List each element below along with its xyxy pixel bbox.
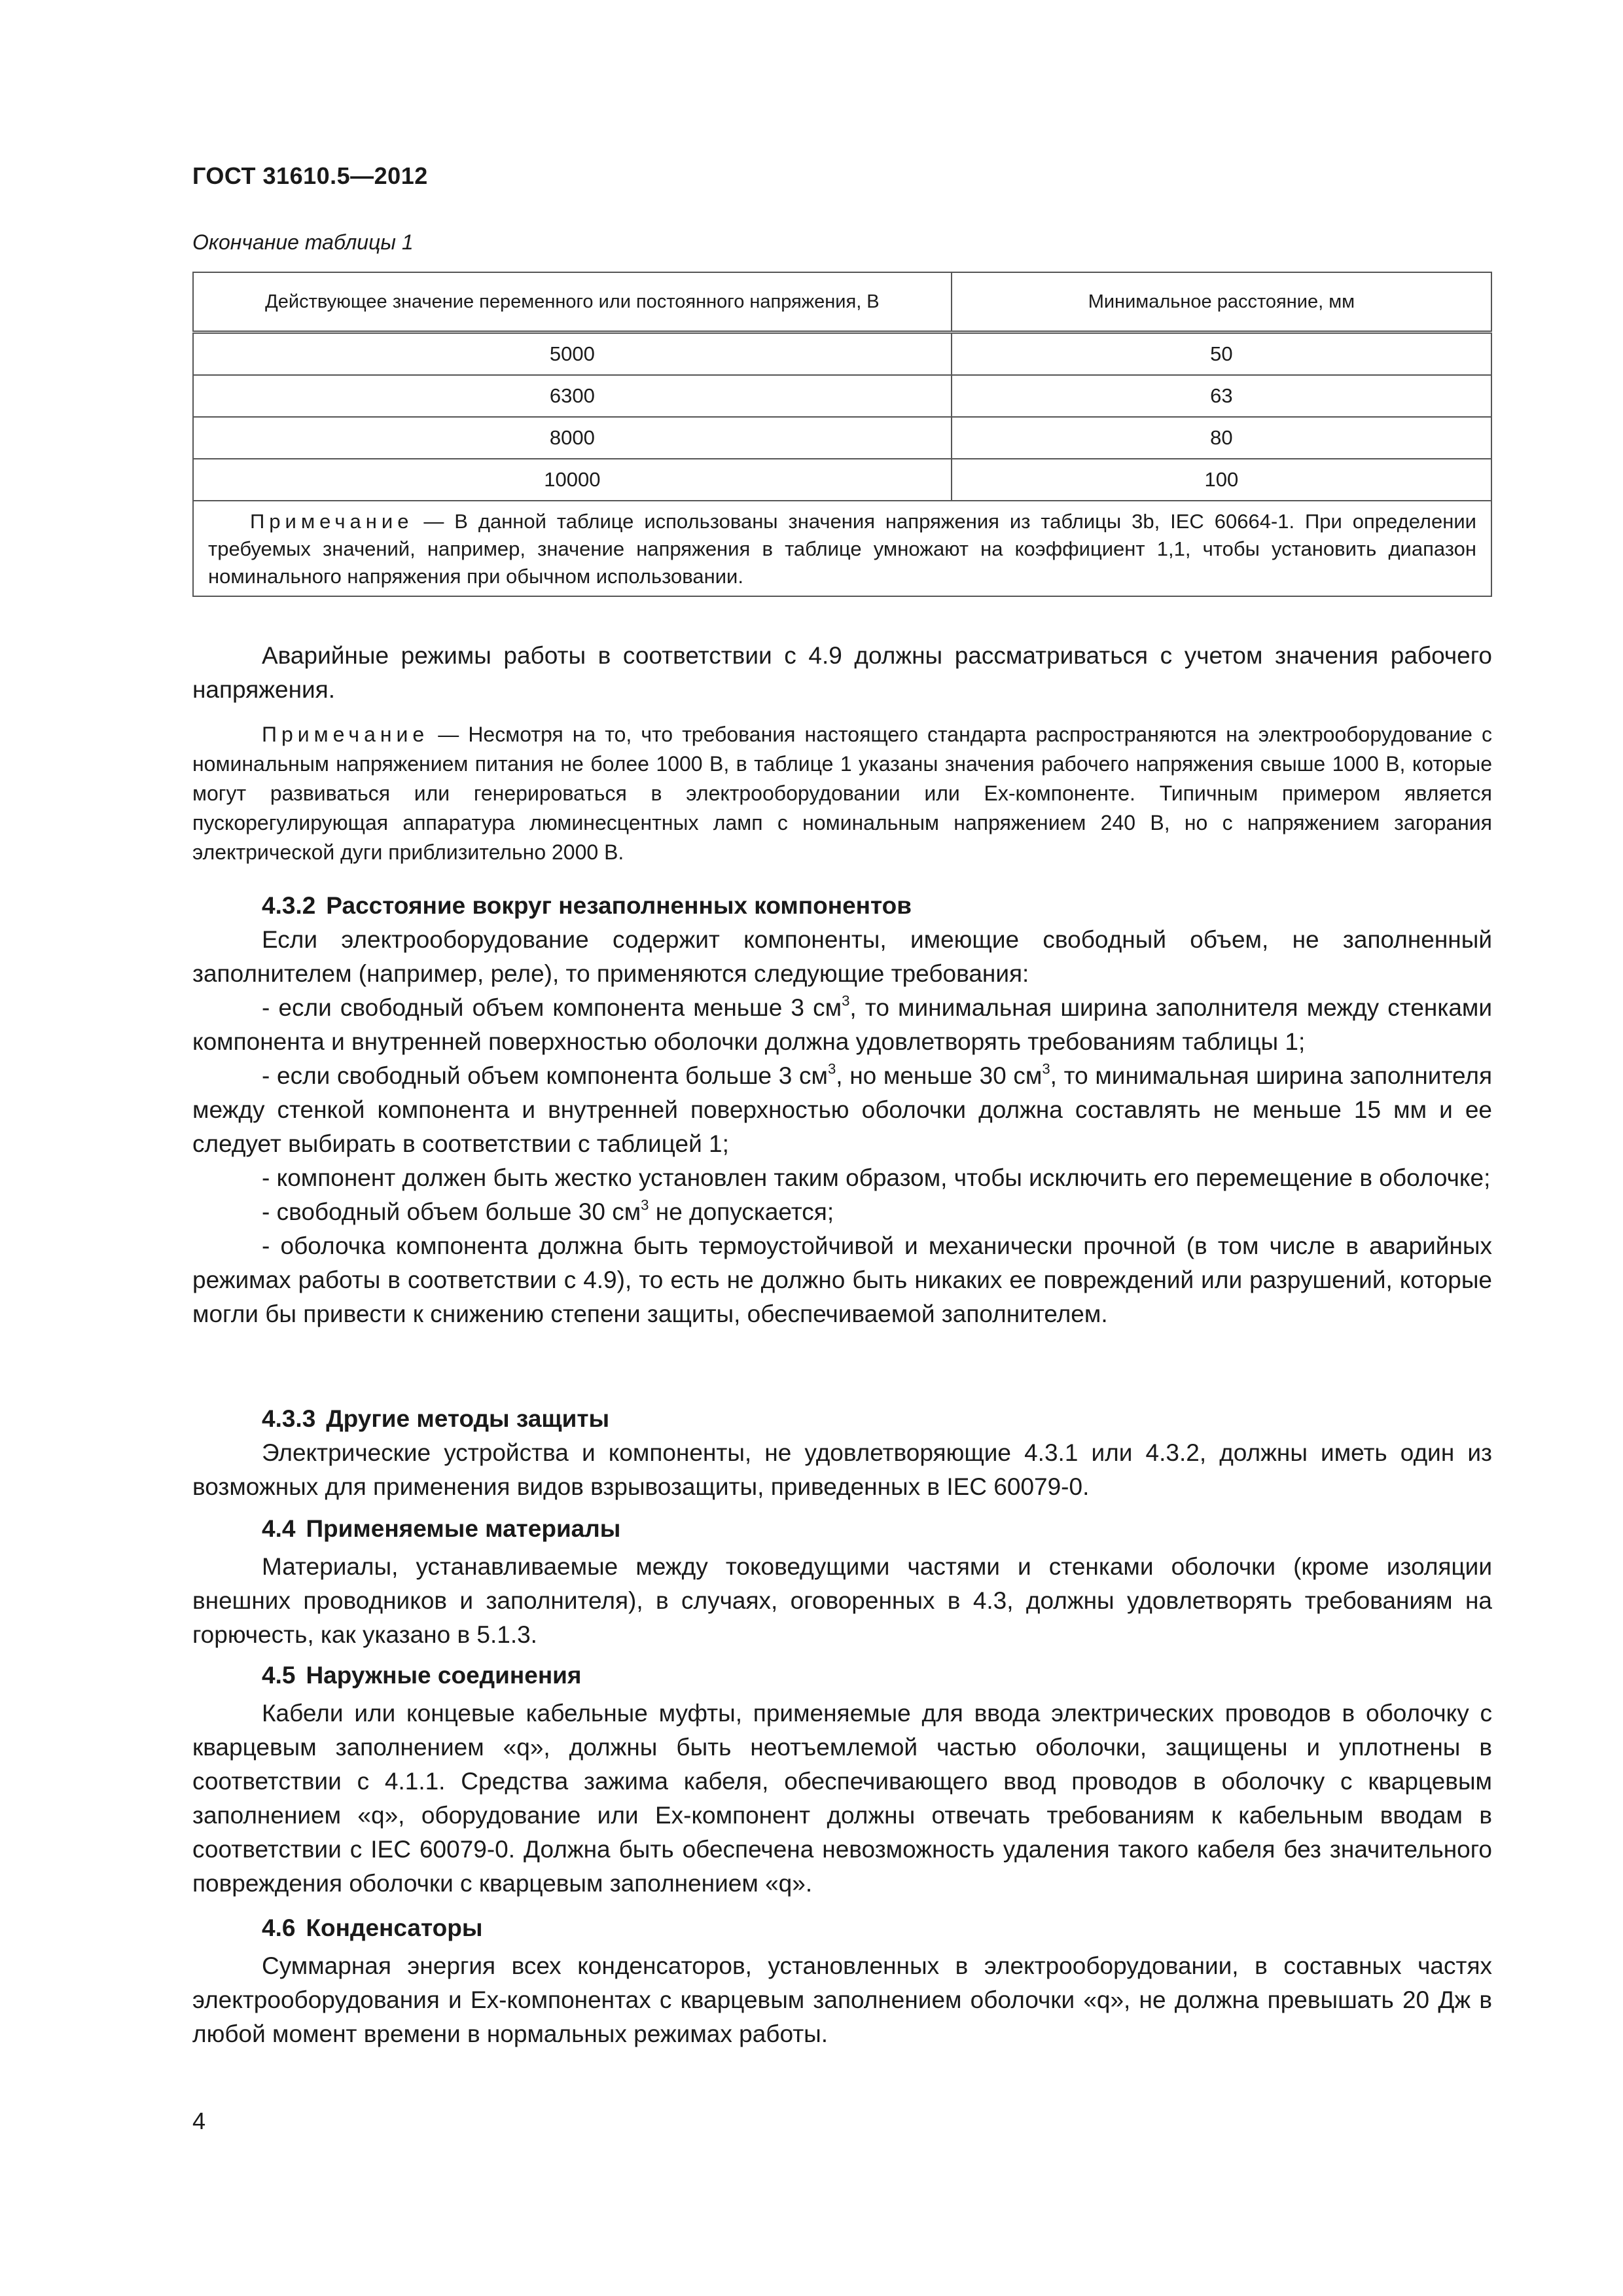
table-header-row [193, 272, 1491, 332]
section-number: 4.3.2 [262, 892, 316, 919]
note-paragraph [192, 720, 1492, 867]
column-header-distance: Минимальное расстояние, мм [952, 272, 1491, 332]
list-item [192, 991, 1492, 1059]
superscript: 3 [1042, 1060, 1050, 1077]
table-row [193, 417, 1491, 459]
list-item [192, 1195, 1492, 1229]
superscript: 3 [827, 1060, 836, 1077]
section-title: Другие методы защиты [326, 1405, 610, 1432]
table-cell-voltage: 10000 [193, 459, 952, 501]
table-cell-voltage: 5000 [193, 332, 952, 376]
list-item-text: , но меньше 30 см [836, 1062, 1043, 1089]
table-cell-voltage: 8000 [193, 417, 952, 459]
paragraph-text: Электрические устройства и компоненты, не удовлетворяющие 4.3.1 или 4.3.2, должны иметь один из возможных для применения видов взрывозащиты, приведенных в IEC 60079-0. [192, 1439, 1492, 1500]
column-header-voltage: Действующее значение переменного или постоянного напряжения, В [193, 272, 952, 332]
section-heading-4-3-2 [262, 889, 912, 923]
section-title: Наружные соединения [306, 1662, 582, 1689]
paragraph-text: Аварийные режимы работы в соответствии с 4.9 должны рассматриваться с учетом значения рабочего напряжения. [192, 642, 1492, 703]
superscript: 3 [842, 992, 850, 1009]
table-row [193, 332, 1491, 376]
page-number: 4 [192, 2108, 206, 2134]
document-header: ГОСТ 31610.5—2012 [192, 162, 428, 189]
section-heading-4-4 [262, 1512, 620, 1546]
table-cell-distance: 50 [952, 332, 1491, 376]
table-cell-distance: 63 [952, 375, 1491, 417]
list-item-text: - свободный объем больше 30 см [262, 1198, 641, 1225]
section-heading-4-3-3 [262, 1402, 609, 1436]
list-item-text: - если свободный объем компонента меньше 3 см [262, 994, 842, 1021]
table-caption: Окончание таблицы 1 [192, 230, 414, 254]
table-cell-distance: 80 [952, 417, 1491, 459]
section-number: 4.3.3 [262, 1405, 316, 1432]
paragraph-intro: Если электрооборудование содержит компоненты, имеющие свободный объем, не заполненный заполнителем (например, реле), то применяются следующие требования: [192, 926, 1492, 987]
paragraph-text: Кабели или концевые кабельные муфты, применяемые для ввода электрических проводов в оболочку с кварцевым заполнением «q», должны быть неотъемлемой частью оболочки, защищены и уплотнены в соответствии с 4.1.1. Средства зажима кабеля, обеспечивающего ввод проводов в оболочку с кварцевым заполнением «q», оборудование или Ex-компонент должны отвечать требованиям к кабельным вводам в соответствии с IEC 60079-0. Должна быть обеспечена невозможность удаления такого кабеля без значительного повреждения оболочки с кварцевым заполнением «q». [192, 1700, 1492, 1897]
table-note-row [193, 501, 1491, 596]
section-number: 4.6 [262, 1914, 296, 1941]
section-number: 4.4 [262, 1515, 296, 1542]
list-item-text: , то минимальная ширина заполнителя между стенкой компонента и внутренней поверхностью оболочки должна составлять не меньше 15 мм и ее следует выбирать в соответствии с таблицей 1; [192, 1062, 1492, 1157]
table-note [193, 501, 1491, 596]
list-item-text: не допускается; [649, 1198, 834, 1225]
table-cell-distance: 100 [952, 459, 1491, 501]
note-block [192, 720, 1492, 867]
table-note-label: Примечание [250, 510, 414, 533]
section-heading-4-5 [262, 1659, 582, 1693]
note-label: Примечание [262, 723, 429, 746]
section-number: 4.5 [262, 1662, 296, 1689]
list-item: - оболочка компонента должна быть термоустойчивой и механически прочной (в том числе в аварийных режимах работы в соответствии с 4.9), то есть не должно быть никаких ее повреждений или разрушений, которые могли бы привести к снижению степени защиты, обеспечиваемой заполнителем. [192, 1232, 1492, 1327]
list-item: - компонент должен быть жестко установлен таким образом, чтобы исключить его перемещение в оболочке; [262, 1164, 1491, 1191]
paragraph-text: Суммарная энергия всех конденсаторов, установленных в электрооборудовании, в составных частях электрооборудования и Ex-компонентах с кварцевым заполнением оболочки «q», не должна превышать 20 Дж в любой момент времени в нормальных режимах работы. [192, 1952, 1492, 2047]
table-cell-voltage: 6300 [193, 375, 952, 417]
section-body-4-4 [192, 1550, 1492, 1652]
superscript: 3 [641, 1196, 649, 1213]
section-body-4-3-3 [192, 1436, 1492, 1504]
section-title: Расстояние вокруг незаполненных компонентов [326, 892, 912, 919]
section-title: Применяемые материалы [306, 1515, 621, 1542]
section-heading-4-6 [262, 1911, 482, 1945]
list-item-text: , то минимальная ширина заполнителя между стенками компонента и внутренней поверхностью оболочки должна удовлетворять требованиям таблицы 1; [192, 994, 1493, 1055]
paragraph-text: Материалы, устанавливаемые между токоведущими частями и стенками оболочки (кроме изоляции внешних проводников и заполнителя), в случаях, оговоренных в 4.3, должны удовлетворять требованиям на горючесть, как указано в 5.1.3. [192, 1553, 1492, 1648]
list-item-text: - если свободный объем компонента больше 3 см [262, 1062, 828, 1089]
section-title: Конденсаторы [306, 1914, 483, 1941]
voltage-distance-table [192, 272, 1492, 597]
table-row [193, 459, 1491, 501]
paragraph-emergency [192, 639, 1492, 707]
section-body-4-5 [192, 1696, 1492, 1901]
table-note-text: — В данной таблице использованы значения напряжения из таблицы 3b, IEC 60664-1. При определении требуемых значений, например, значение напряжения в таблице умножают на коэффициент 1,1, чтобы установить диапазон номинального напряжения при обычном использовании. [208, 510, 1476, 588]
section-body-4-6 [192, 1949, 1492, 2051]
table-row [193, 375, 1491, 417]
note-text: — Несмотря на то, что требования настоящего стандарта распространяются на электрооборудование с номинальным напряжением питания не более 1000 В, в таблице 1 указаны значения рабочего напряжения свыше 1000 В, которые могут развиваться или генерироваться в электрооборудовании или Ex-компоненте. Типичным примером является пускорегулирующая аппаратура люминесцентных ламп с номинальным напряжением 240 В, но с напряжением загорания электрической дуги приблизительно 2000 В. [192, 723, 1492, 864]
section-body-4-3-2 [192, 923, 1492, 1331]
list-item [192, 1059, 1492, 1161]
